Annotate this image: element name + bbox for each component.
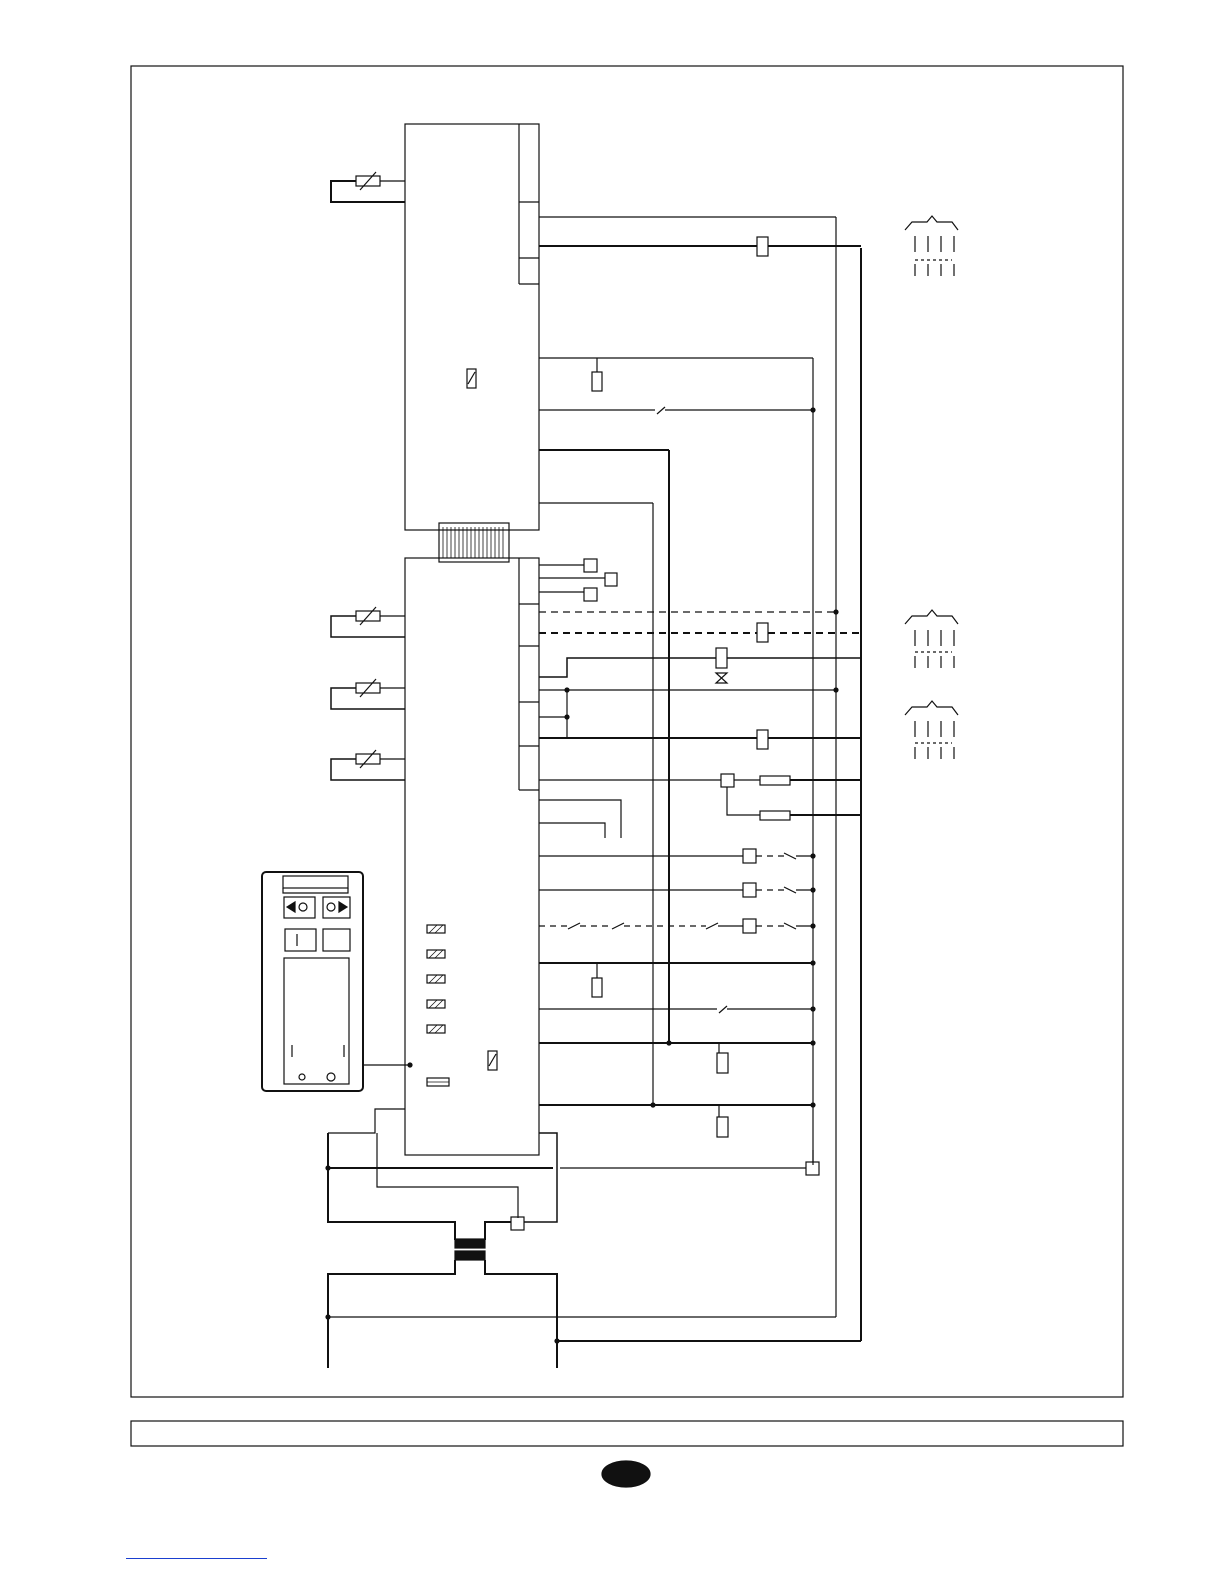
button-left[interactable] (285, 929, 316, 951)
transformer-icon (455, 1251, 485, 1260)
seven-segment-display (284, 958, 349, 1084)
ntc-sensor-4 (331, 750, 405, 780)
three-pole-switch-3 (905, 701, 958, 759)
terminal-box-icon (584, 559, 597, 572)
right-arrow-icon (339, 902, 347, 912)
solenoid-valve-icon (716, 648, 727, 668)
snowflake-indicator-icon (327, 1073, 335, 1081)
terminal-box-icon (743, 883, 756, 897)
ntc-sensor-2 (331, 607, 405, 637)
thermostat-icon (717, 1053, 728, 1073)
left-arrow-icon (287, 902, 295, 912)
three-pole-switch-2 (905, 610, 958, 668)
heater-resistor-icon (760, 776, 790, 785)
ribbon-connector (439, 523, 509, 562)
caption-bar (131, 1421, 1123, 1446)
transformer-icon (455, 1239, 485, 1248)
footer-link-underline[interactable] (126, 1558, 267, 1559)
three-pole-switch-1 (905, 216, 958, 276)
contactor-coil-icon (757, 623, 768, 642)
thermal-relay-icon (721, 774, 734, 787)
button-right[interactable] (323, 929, 350, 951)
pressure-switch-icon (592, 978, 602, 997)
ntc-sensor-3 (331, 679, 405, 709)
terminal-box-icon (743, 919, 756, 933)
diagram-frame (131, 66, 1123, 1397)
heater-resistor-icon (760, 811, 790, 820)
sun-icon (299, 903, 307, 911)
upper-controller-module (405, 124, 539, 530)
terminal-box-icon (743, 849, 756, 863)
remote-display-panel (0, 0, 412, 1091)
contactor-coil-icon (757, 730, 768, 749)
snowflake-icon (327, 903, 335, 911)
terminal-box-icon (584, 588, 597, 601)
thermostat-icon (717, 1117, 728, 1137)
page-marker (602, 1461, 650, 1487)
lower-controller-module (405, 558, 539, 1155)
sun-indicator-icon (299, 1074, 305, 1080)
led-indicators (427, 925, 445, 1033)
ntc-sensor-1 (331, 172, 405, 202)
terminal-box-icon (605, 573, 617, 586)
pressure-switch-icon (592, 372, 602, 391)
power-supply-section (326, 1109, 861, 1368)
terminal-box-icon (511, 1217, 524, 1230)
contactor-coil-icon (757, 237, 768, 256)
